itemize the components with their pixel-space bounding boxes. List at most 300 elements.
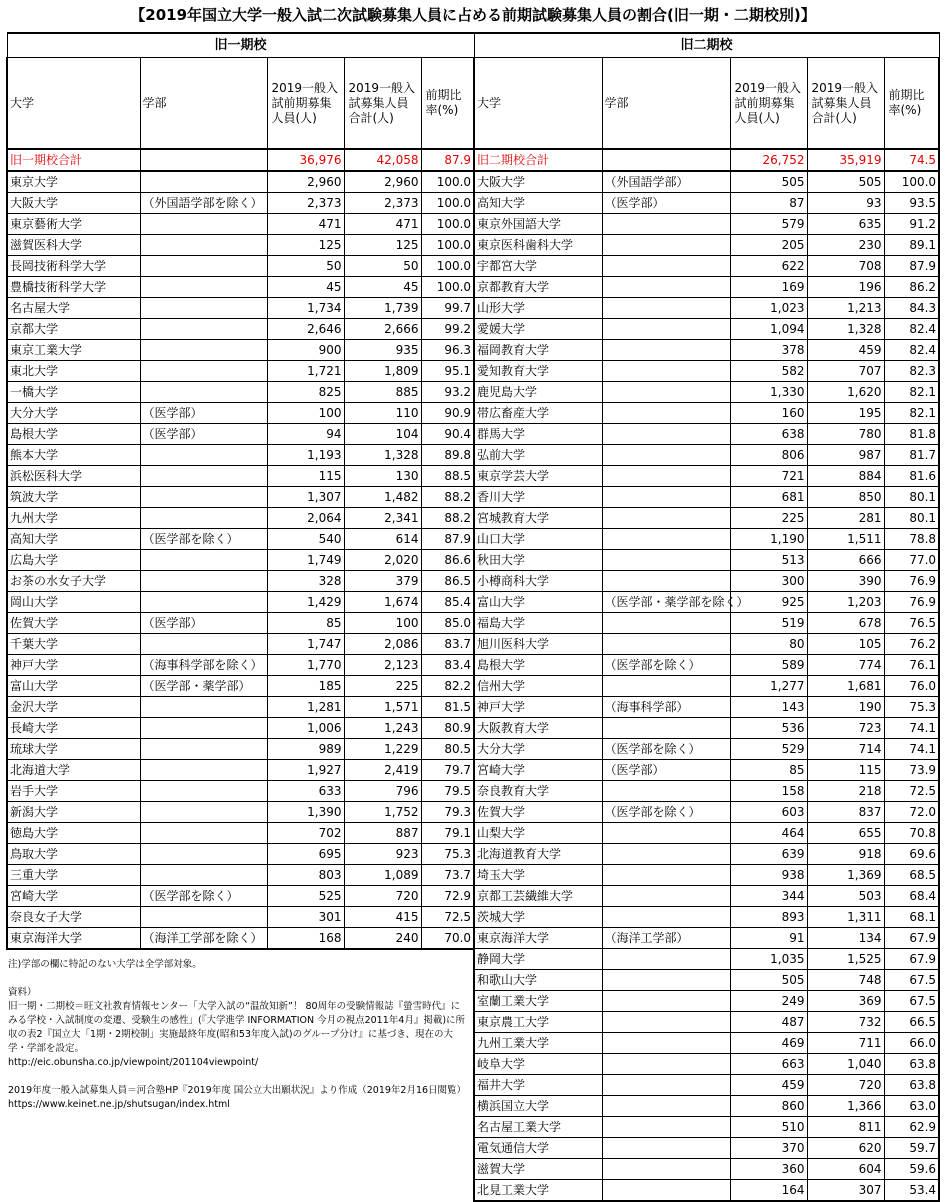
cell-ratio: 78.8 <box>884 529 939 550</box>
cell-faculty <box>140 445 267 466</box>
cell-university: 島根大学 <box>7 424 140 445</box>
cell-total: 1,681 <box>807 676 884 697</box>
cell-faculty <box>602 970 730 991</box>
cell-zenki: 225 <box>730 508 807 529</box>
cell-faculty <box>602 1180 730 1202</box>
cell-faculty <box>602 508 730 529</box>
cell-ratio: 80.5 <box>421 739 474 760</box>
table-row <box>474 1096 939 1117</box>
cell-university: 東京海洋大学 <box>7 928 140 950</box>
cell-ratio: 82.3 <box>884 361 939 382</box>
cell-zenki: 1,770 <box>267 655 344 676</box>
cell-ratio: 96.3 <box>421 340 474 361</box>
cell-total: 2,341 <box>344 508 421 529</box>
cell-ratio: 81.5 <box>421 697 474 718</box>
cell-faculty <box>602 256 730 277</box>
cell-zenki: 529 <box>730 739 807 760</box>
cell-ratio: 63.0 <box>884 1096 939 1117</box>
right-body <box>474 171 939 1201</box>
cell-ratio: 83.4 <box>421 655 474 676</box>
cell-total: 104 <box>344 424 421 445</box>
cell-ratio: 88.2 <box>421 508 474 529</box>
cell-faculty <box>140 319 267 340</box>
cell-university: 北海道大学 <box>7 760 140 781</box>
cell-zenki: 721 <box>730 466 807 487</box>
table-row <box>474 781 939 802</box>
cell-total: 2,020 <box>344 550 421 571</box>
cell-faculty <box>602 1054 730 1075</box>
cell-zenki: 938 <box>730 865 807 886</box>
cell-total: 225 <box>344 676 421 697</box>
cell-university: 東京学芸大学 <box>474 466 602 487</box>
cell-faculty <box>602 1033 730 1054</box>
source-url: https://www.keinet.ne.jp/shutsugan/index.html <box>8 1099 230 1110</box>
cell-zenki: 1,307 <box>267 487 344 508</box>
cell-zenki: 505 <box>730 171 807 193</box>
table-row <box>474 697 939 718</box>
cell-faculty: （外国語学部を除く） <box>140 193 267 214</box>
cell-zenki: 510 <box>730 1117 807 1138</box>
header-zenki: 2019一般入試前期募集人員(人) <box>267 58 344 150</box>
cell-total: 655 <box>807 823 884 844</box>
cell-zenki: 1,193 <box>267 445 344 466</box>
cell-zenki: 1,094 <box>730 319 807 340</box>
total-sum: 35,919 <box>807 149 884 171</box>
table-row <box>474 1138 939 1159</box>
cell-university: 徳島大学 <box>7 823 140 844</box>
cell-university: 秋田大学 <box>474 550 602 571</box>
table-row <box>7 907 474 928</box>
cell-total: 1,809 <box>344 361 421 382</box>
cell-faculty <box>602 382 730 403</box>
cell-university: 愛知教育大学 <box>474 361 602 382</box>
cell-zenki: 300 <box>730 571 807 592</box>
cell-faculty <box>140 865 267 886</box>
cell-faculty <box>602 361 730 382</box>
table-row <box>7 634 474 655</box>
cell-university: 小樽商科大学 <box>474 571 602 592</box>
table-row <box>474 193 939 214</box>
cell-total: 415 <box>344 907 421 928</box>
table-row <box>474 1012 939 1033</box>
table-row <box>474 823 939 844</box>
cell-zenki: 806 <box>730 445 807 466</box>
cell-total: 748 <box>807 970 884 991</box>
total-sum: 42,058 <box>344 149 421 171</box>
cell-ratio: 69.6 <box>884 844 939 865</box>
cell-university: 一橋大学 <box>7 382 140 403</box>
cell-university: 横浜国立大学 <box>474 1096 602 1117</box>
cell-ratio: 68.4 <box>884 886 939 907</box>
table-row <box>7 235 474 256</box>
table-row <box>7 361 474 382</box>
cell-zenki: 589 <box>730 655 807 676</box>
table-row <box>474 1033 939 1054</box>
cell-total: 307 <box>807 1180 884 1202</box>
cell-zenki: 695 <box>267 844 344 865</box>
cell-total: 281 <box>807 508 884 529</box>
table-row <box>7 781 474 802</box>
source-text: 旧一期・二期校＝旺文社教育情報センター「大学入試の“温故知新”！ 80周年の受験情報誌『螢雪時代』にみる学校・入試制度の変遷、受験生の感性」(『大学進学 INFORMATION 今月の視点2011年4月』掲載)に所収の表2『国立大「1期・2期校制」実施最終年度(昭和53年度入試)のグループ分け』に基づき、現在の大学・学部を設定。 <box>8 1001 466 1054</box>
cell-faculty <box>140 382 267 403</box>
cell-ratio: 79.5 <box>421 781 474 802</box>
cell-zenki: 459 <box>730 1075 807 1096</box>
cell-zenki: 87 <box>730 193 807 214</box>
cell-university: 宮崎大学 <box>474 760 602 781</box>
cell-faculty <box>602 445 730 466</box>
cell-total: 732 <box>807 1012 884 1033</box>
cell-total: 1,571 <box>344 697 421 718</box>
cell-zenki: 989 <box>267 739 344 760</box>
cell-ratio: 72.5 <box>884 781 939 802</box>
cell-university: 富山大学 <box>474 592 602 613</box>
cell-zenki: 487 <box>730 1012 807 1033</box>
cell-university: 福岡教育大学 <box>474 340 602 361</box>
cell-total: 50 <box>344 256 421 277</box>
cell-ratio: 82.2 <box>421 676 474 697</box>
cell-faculty: （外国語学部） <box>602 171 730 193</box>
cell-total: 923 <box>344 844 421 865</box>
cell-zenki: 1,330 <box>730 382 807 403</box>
cell-zenki: 360 <box>730 1159 807 1180</box>
cell-ratio: 53.4 <box>884 1180 939 1202</box>
table-row <box>474 760 939 781</box>
table-row <box>7 865 474 886</box>
cell-university: 豊橋技術科学大学 <box>7 277 140 298</box>
header-zenki: 2019一般入試前期募集人員(人) <box>730 58 807 150</box>
cell-university: 大分大学 <box>474 739 602 760</box>
cell-university: 旭川医科大学 <box>474 634 602 655</box>
cell-university: 東京医科歯科大学 <box>474 235 602 256</box>
table-row <box>474 1180 939 1202</box>
cell-ratio: 82.4 <box>884 319 939 340</box>
cell-university: 金沢大学 <box>7 697 140 718</box>
cell-ratio: 100.0 <box>421 235 474 256</box>
cell-university: 新潟大学 <box>7 802 140 823</box>
cell-ratio: 87.9 <box>884 256 939 277</box>
cell-ratio: 67.5 <box>884 970 939 991</box>
cell-university: 山梨大学 <box>474 823 602 844</box>
total-label: 旧二期校合計 <box>474 149 602 171</box>
table-row <box>7 571 474 592</box>
cell-ratio: 63.8 <box>884 1075 939 1096</box>
note-text: 注)学部の欄に特記のない大学は全学部対象。 <box>8 959 202 970</box>
cell-total: 918 <box>807 844 884 865</box>
cell-ratio: 89.1 <box>884 235 939 256</box>
cell-ratio: 85.4 <box>421 592 474 613</box>
cell-university: 琉球大学 <box>7 739 140 760</box>
cell-zenki: 169 <box>730 277 807 298</box>
table-row <box>474 865 939 886</box>
cell-ratio: 68.5 <box>884 865 939 886</box>
header-total: 2019一般入試募集人員合計(人) <box>344 58 421 150</box>
cell-faculty: （医学部を除く） <box>140 886 267 907</box>
cell-faculty: （医学部・薬学部） <box>140 676 267 697</box>
cell-total: 196 <box>807 277 884 298</box>
cell-faculty <box>602 676 730 697</box>
cell-zenki: 85 <box>730 760 807 781</box>
cell-total: 666 <box>807 550 884 571</box>
cell-faculty <box>140 235 267 256</box>
cell-zenki: 1,721 <box>267 361 344 382</box>
cell-total: 390 <box>807 571 884 592</box>
table-row <box>474 613 939 634</box>
table-row <box>7 928 474 950</box>
cell-ratio: 74.1 <box>884 718 939 739</box>
cell-zenki: 633 <box>267 781 344 802</box>
table-row <box>474 1159 939 1180</box>
cell-university: 九州工業大学 <box>474 1033 602 1054</box>
cell-faculty: （医学部を除く） <box>602 739 730 760</box>
cell-university: 群馬大学 <box>474 424 602 445</box>
cell-ratio: 100.0 <box>421 171 474 193</box>
cell-faculty <box>602 214 730 235</box>
cell-faculty: （医学部） <box>602 760 730 781</box>
cell-total: 190 <box>807 697 884 718</box>
cell-faculty <box>602 844 730 865</box>
source-label: 資料） <box>8 987 37 998</box>
cell-total: 935 <box>344 340 421 361</box>
cell-university: 東京海洋大学 <box>474 928 602 949</box>
cell-ratio: 67.5 <box>884 991 939 1012</box>
table-row <box>7 718 474 739</box>
cell-total: 130 <box>344 466 421 487</box>
cell-university: 岡山大学 <box>7 592 140 613</box>
cell-total: 2,373 <box>344 193 421 214</box>
cell-university: 滋賀大学 <box>474 1159 602 1180</box>
cell-faculty <box>140 907 267 928</box>
cell-faculty <box>140 214 267 235</box>
cell-total: 837 <box>807 802 884 823</box>
cell-faculty <box>140 340 267 361</box>
cell-university: 愛媛大学 <box>474 319 602 340</box>
cell-faculty <box>602 718 730 739</box>
table-row <box>7 487 474 508</box>
cell-ratio: 73.9 <box>884 760 939 781</box>
cell-zenki: 45 <box>267 277 344 298</box>
cell-ratio: 90.4 <box>421 424 474 445</box>
cell-total: 1,525 <box>807 949 884 970</box>
cell-university: 神戸大学 <box>7 655 140 676</box>
table-row <box>474 424 939 445</box>
table-row <box>7 466 474 487</box>
cell-faculty <box>602 991 730 1012</box>
cell-faculty <box>140 823 267 844</box>
cell-faculty <box>140 277 267 298</box>
cell-ratio: 82.1 <box>884 403 939 424</box>
table-row <box>474 382 939 403</box>
cell-ratio: 79.1 <box>421 823 474 844</box>
cell-ratio: 75.3 <box>884 697 939 718</box>
total-row-left <box>7 149 474 171</box>
cell-university: 東京農工大学 <box>474 1012 602 1033</box>
table-row <box>474 550 939 571</box>
group-header-left: 旧一期校 <box>7 33 474 58</box>
cell-university: 弘前大学 <box>474 445 602 466</box>
cell-zenki: 1,277 <box>730 676 807 697</box>
cell-ratio: 59.7 <box>884 1138 939 1159</box>
table-row <box>474 844 939 865</box>
total-label: 旧一期校合計 <box>7 149 140 171</box>
table-row <box>474 298 939 319</box>
cell-total: 2,960 <box>344 171 421 193</box>
cell-ratio: 75.3 <box>421 844 474 865</box>
cell-university: 大分大学 <box>7 403 140 424</box>
table-row <box>7 214 474 235</box>
cell-zenki: 702 <box>267 823 344 844</box>
cell-total: 134 <box>807 928 884 949</box>
table-row <box>474 466 939 487</box>
cell-faculty <box>602 550 730 571</box>
cell-university: 九州大学 <box>7 508 140 529</box>
cell-zenki: 469 <box>730 1033 807 1054</box>
cell-total: 93 <box>807 193 884 214</box>
cell-zenki: 663 <box>730 1054 807 1075</box>
cell-faculty <box>140 361 267 382</box>
cell-university: 大阪大学 <box>474 171 602 193</box>
cell-ratio: 63.8 <box>884 1054 939 1075</box>
source-text: 2019年度一般入試募集人員＝河合塾HP『2019年度 国公立大出願状況』より作成（2019年2月16日閲覧） <box>8 1085 467 1096</box>
cell-faculty <box>602 949 730 970</box>
cell-total: 1,328 <box>344 445 421 466</box>
source-url: http://eic.obunsha.co.jp/viewpoint/201104viewpoint/ <box>8 1057 259 1068</box>
cell-zenki: 681 <box>730 487 807 508</box>
cell-university: 三重大学 <box>7 865 140 886</box>
cell-university: 東京藝術大学 <box>7 214 140 235</box>
cell-faculty <box>140 844 267 865</box>
cell-faculty <box>140 298 267 319</box>
cell-ratio: 76.0 <box>884 676 939 697</box>
cell-ratio: 83.7 <box>421 634 474 655</box>
cell-university: 広島大学 <box>7 550 140 571</box>
cell-ratio: 86.6 <box>421 550 474 571</box>
cell-faculty <box>140 508 267 529</box>
cell-faculty <box>140 487 267 508</box>
cell-zenki: 91 <box>730 928 807 949</box>
cell-ratio: 70.8 <box>884 823 939 844</box>
cell-university: 浜松医科大学 <box>7 466 140 487</box>
cell-ratio: 77.0 <box>884 550 939 571</box>
cell-total: 230 <box>807 235 884 256</box>
cell-total: 125 <box>344 235 421 256</box>
cell-zenki: 803 <box>267 865 344 886</box>
cell-total: 503 <box>807 886 884 907</box>
cell-faculty: （医学部） <box>602 193 730 214</box>
cell-university: 山形大学 <box>474 298 602 319</box>
cell-ratio: 62.9 <box>884 1117 939 1138</box>
cell-faculty: （医学部を除く） <box>602 655 730 676</box>
cell-university: 名古屋工業大学 <box>474 1117 602 1138</box>
cell-ratio: 76.9 <box>884 592 939 613</box>
cell-ratio: 100.0 <box>421 256 474 277</box>
cell-ratio: 99.7 <box>421 298 474 319</box>
cell-ratio: 74.1 <box>884 739 939 760</box>
cell-zenki: 100 <box>267 403 344 424</box>
cell-university: 東北大学 <box>7 361 140 382</box>
cell-faculty <box>602 235 730 256</box>
cell-faculty <box>602 907 730 928</box>
cell-faculty <box>140 592 267 613</box>
table-row <box>474 634 939 655</box>
cell-university: 名古屋大学 <box>7 298 140 319</box>
total-ratio: 87.9 <box>421 149 474 171</box>
cell-ratio: 80.9 <box>421 718 474 739</box>
table-row <box>7 739 474 760</box>
cell-university: 茨城大学 <box>474 907 602 928</box>
cell-zenki: 525 <box>267 886 344 907</box>
table-row <box>474 571 939 592</box>
cell-total: 811 <box>807 1117 884 1138</box>
cell-ratio: 93.5 <box>884 193 939 214</box>
table-row <box>474 171 939 193</box>
cell-faculty <box>602 487 730 508</box>
cell-ratio: 84.3 <box>884 298 939 319</box>
table-row <box>7 424 474 445</box>
cell-faculty <box>602 613 730 634</box>
table-row <box>7 340 474 361</box>
cell-ratio: 93.2 <box>421 382 474 403</box>
cell-university: 大阪大学 <box>7 193 140 214</box>
cell-university: 奈良女子大学 <box>7 907 140 928</box>
cell-faculty <box>140 781 267 802</box>
cell-university: 神戸大学 <box>474 697 602 718</box>
cell-faculty <box>602 298 730 319</box>
cell-zenki: 860 <box>730 1096 807 1117</box>
table-row <box>474 529 939 550</box>
header-univ: 大学 <box>474 58 602 150</box>
header-faculty: 学部 <box>140 58 267 150</box>
cell-university: 福島大学 <box>474 613 602 634</box>
cell-total: 105 <box>807 634 884 655</box>
cell-total: 1,089 <box>344 865 421 886</box>
cell-zenki: 378 <box>730 340 807 361</box>
cell-total: 1,040 <box>807 1054 884 1075</box>
cell-faculty: （海洋工学部を除く） <box>140 928 267 950</box>
cell-faculty: （医学部を除く） <box>140 529 267 550</box>
cell-total: 1,243 <box>344 718 421 739</box>
cell-university: 滋賀医科大学 <box>7 235 140 256</box>
table-row <box>474 445 939 466</box>
cell-university: 静岡大学 <box>474 949 602 970</box>
cell-total: 850 <box>807 487 884 508</box>
table-row <box>474 718 939 739</box>
cell-total: 720 <box>807 1075 884 1096</box>
cell-ratio: 86.5 <box>421 571 474 592</box>
cell-zenki: 471 <box>267 214 344 235</box>
cell-university: 宇都宮大学 <box>474 256 602 277</box>
cell-total: 1,739 <box>344 298 421 319</box>
cell-faculty <box>602 571 730 592</box>
cell-university: 電気通信大学 <box>474 1138 602 1159</box>
cell-total: 1,213 <box>807 298 884 319</box>
cell-university: 千葉大学 <box>7 634 140 655</box>
cell-ratio: 85.0 <box>421 613 474 634</box>
cell-ratio: 73.7 <box>421 865 474 886</box>
table-row <box>7 403 474 424</box>
table-row <box>474 592 939 613</box>
cell-zenki: 540 <box>267 529 344 550</box>
cell-university: お茶の水女子大学 <box>7 571 140 592</box>
cell-total: 2,666 <box>344 319 421 340</box>
cell-zenki: 900 <box>267 340 344 361</box>
cell-total: 614 <box>344 529 421 550</box>
cell-ratio: 82.4 <box>884 340 939 361</box>
table-row <box>7 193 474 214</box>
cell-ratio: 87.9 <box>421 529 474 550</box>
cell-zenki: 115 <box>267 466 344 487</box>
cell-faculty <box>602 886 730 907</box>
cell-zenki: 519 <box>730 613 807 634</box>
